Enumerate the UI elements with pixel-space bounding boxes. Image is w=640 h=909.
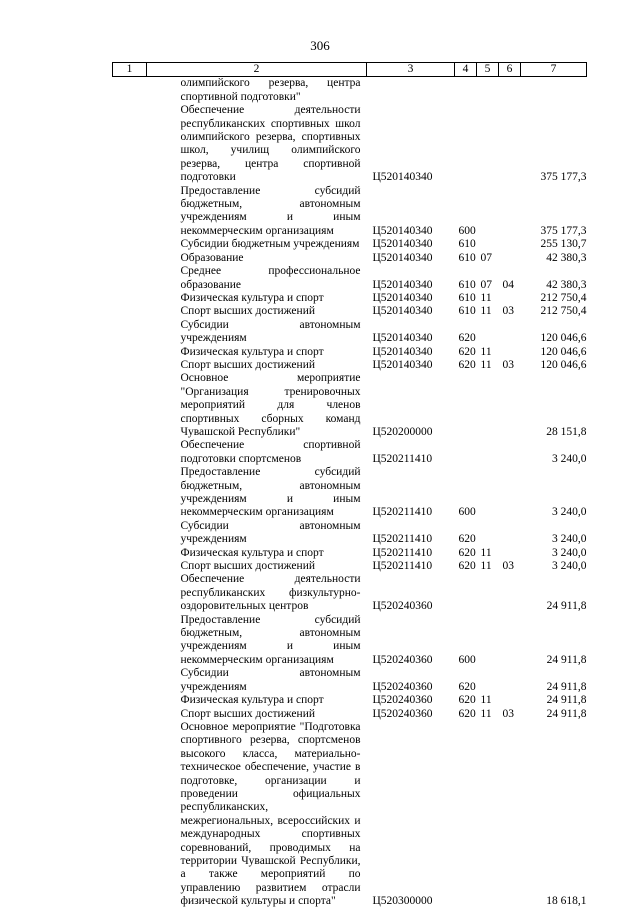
amount-cell: 3 240,0 bbox=[552, 452, 587, 465]
expense-type-cell: 610 bbox=[458, 291, 476, 304]
amount-cell: 42 380,3 bbox=[546, 278, 587, 291]
section-cell bbox=[477, 238, 499, 251]
item-name-cell: Физическая культура и спорт bbox=[180, 694, 324, 707]
section-cell bbox=[477, 104, 499, 184]
target-code-cell bbox=[367, 77, 455, 104]
section-cell bbox=[477, 439, 499, 466]
item-name-cell: Физическая культура и спорт bbox=[180, 546, 324, 559]
subsection-cell bbox=[499, 252, 521, 265]
row-number-cell bbox=[113, 252, 147, 265]
table-body bbox=[113, 77, 587, 909]
table-row bbox=[113, 346, 587, 359]
section-cell bbox=[477, 573, 499, 613]
amount-cell: 42 380,3 bbox=[546, 251, 587, 264]
amount-cell: 24 911,8 bbox=[546, 680, 587, 693]
amount-cell: 120 046,6 bbox=[540, 332, 587, 345]
expense-type-cell: 620 bbox=[458, 345, 476, 358]
table-row bbox=[113, 667, 587, 694]
expense-type-cell: 620 bbox=[458, 546, 476, 559]
amount-cell: 375 177,3 bbox=[540, 171, 587, 184]
item-name-cell: Физическая культура и спорт bbox=[180, 291, 324, 304]
row-number-cell bbox=[113, 372, 147, 439]
expense-type-cell: 610 bbox=[458, 278, 476, 291]
table-row bbox=[113, 439, 587, 466]
amount-cell: 375 177,3 bbox=[540, 224, 587, 237]
amount-cell bbox=[521, 77, 587, 104]
section-cell: 07 bbox=[480, 251, 492, 264]
amount-cell: 3 240,0 bbox=[552, 560, 587, 573]
subsection-cell bbox=[499, 439, 521, 466]
expense-type-cell bbox=[455, 104, 477, 184]
row-number-cell bbox=[113, 185, 147, 239]
header-col-3: 3 bbox=[367, 63, 455, 77]
target-code-cell: Ц520140340 bbox=[372, 224, 433, 237]
target-code-cell: Ц520200000 bbox=[372, 425, 433, 438]
item-name-cell: Спорт высших достижений bbox=[180, 560, 316, 573]
target-code-cell: Ц520240360 bbox=[372, 653, 433, 666]
table-row bbox=[113, 694, 587, 707]
item-name-cell: Физическая культура и спорт bbox=[180, 345, 324, 358]
amount-cell: 120 046,6 bbox=[540, 345, 587, 358]
header-col-7: 7 bbox=[521, 63, 587, 77]
item-name-cell: Субсидии автономным учреждениям bbox=[180, 667, 361, 693]
expense-type-cell: 620 bbox=[458, 560, 476, 573]
target-code-cell: Ц520240360 bbox=[372, 600, 433, 613]
subsection-cell bbox=[499, 520, 521, 547]
amount-cell: 120 046,6 bbox=[540, 358, 587, 371]
section-cell bbox=[477, 185, 499, 239]
header-col-2: 2 bbox=[147, 63, 367, 77]
table-row bbox=[113, 560, 587, 573]
item-name-cell: Обеспечение спортивной подготовки спортсменов bbox=[180, 439, 361, 465]
row-number-cell bbox=[113, 265, 147, 292]
table-row bbox=[113, 238, 587, 251]
section-cell bbox=[477, 77, 499, 104]
row-number-cell bbox=[113, 77, 147, 104]
row-number-cell bbox=[113, 104, 147, 184]
row-number-cell bbox=[113, 708, 147, 721]
row-number-cell bbox=[113, 667, 147, 694]
subsection-cell: 04 bbox=[502, 278, 514, 291]
item-name-cell: Образование bbox=[180, 251, 244, 264]
target-code-cell: Ц520140340 bbox=[372, 305, 433, 318]
subsection-cell bbox=[499, 104, 521, 184]
table-row bbox=[113, 104, 587, 184]
target-code-cell: Ц520240360 bbox=[372, 707, 433, 720]
subsection-cell bbox=[499, 667, 521, 694]
amount-cell: 24 911,8 bbox=[546, 694, 587, 707]
expense-type-cell: 610 bbox=[458, 305, 476, 318]
expense-type-cell: 600 bbox=[458, 224, 476, 237]
table-row bbox=[113, 372, 587, 439]
table-row bbox=[113, 292, 587, 305]
table-row bbox=[113, 265, 587, 292]
subsection-cell bbox=[499, 346, 521, 359]
item-name-cell: Основное мероприятие "Организация тренировочных мероприятий для членов спортивных сборных команд Чувашской Республики" bbox=[180, 372, 361, 438]
item-name-cell: Предоставление субсидий бюджетным, автономным учреждениям и иным некоммерческим организациям bbox=[180, 466, 361, 519]
expense-type-cell: 620 bbox=[458, 533, 476, 546]
table-row bbox=[113, 614, 587, 668]
section-cell bbox=[477, 372, 499, 439]
target-code-cell: Ц520140340 bbox=[372, 345, 433, 358]
table-row bbox=[113, 573, 587, 613]
amount-cell: 28 151,8 bbox=[546, 425, 587, 438]
table-row bbox=[113, 721, 587, 909]
table-row bbox=[113, 520, 587, 547]
amount-cell: 18 618,1 bbox=[546, 895, 587, 908]
target-code-cell: Ц520211410 bbox=[372, 452, 433, 465]
item-name-cell: Предоставление субсидий бюджетным, автономным учреждениям и иным некоммерческим организациям bbox=[180, 184, 361, 237]
subsection-cell bbox=[499, 694, 521, 707]
amount-cell: 255 130,7 bbox=[540, 238, 587, 251]
section-cell bbox=[477, 614, 499, 668]
target-code-cell: Ц520240360 bbox=[372, 694, 433, 707]
subsection-cell bbox=[499, 319, 521, 346]
target-code-cell: Ц520140340 bbox=[372, 251, 433, 264]
table-row bbox=[113, 708, 587, 721]
target-code-cell: Ц520140340 bbox=[372, 278, 433, 291]
subsection-cell bbox=[499, 185, 521, 239]
amount-cell: 3 240,0 bbox=[552, 506, 587, 519]
item-name-cell: Спорт высших достижений bbox=[180, 358, 316, 371]
amount-cell: 3 240,0 bbox=[552, 533, 587, 546]
subsection-cell bbox=[499, 573, 521, 613]
amount-cell: 212 750,4 bbox=[540, 291, 587, 304]
table-row bbox=[113, 77, 587, 104]
item-name-cell: Спорт высших достижений bbox=[180, 305, 316, 318]
header-col-4: 4 bbox=[455, 63, 477, 77]
header-row bbox=[113, 63, 587, 77]
expense-type-cell: 610 bbox=[458, 238, 476, 251]
row-number-cell bbox=[113, 292, 147, 305]
row-number-cell bbox=[113, 238, 147, 251]
row-number-cell bbox=[113, 694, 147, 707]
subsection-cell bbox=[499, 238, 521, 251]
section-cell bbox=[477, 721, 499, 909]
section-cell bbox=[477, 466, 499, 520]
expense-type-cell bbox=[455, 439, 477, 466]
expense-type-cell: 620 bbox=[458, 707, 476, 720]
target-code-cell: Ц520140340 bbox=[372, 238, 433, 251]
row-number-cell bbox=[113, 573, 147, 613]
expense-type-cell bbox=[455, 721, 477, 909]
row-number-cell bbox=[113, 547, 147, 560]
target-code-cell: Ц520140340 bbox=[372, 291, 433, 304]
row-number-cell bbox=[113, 520, 147, 547]
target-code-cell: Ц520140340 bbox=[372, 358, 433, 371]
table-row bbox=[113, 252, 587, 265]
item-name-cell: Основное мероприятие "Подготовка спортивного резерва, спортсменов высокого класса, материально-техническое обеспечение, участие в подготовке, организации и проведении официальных республиканских, межрегиональных, всероссийских и международных спортивных соревнований, проводимых на территории Чувашской Республики, а также мероприятий по управлению развитием отрасли физической культуры и спорта" bbox=[180, 720, 361, 908]
amount-cell: 24 911,8 bbox=[546, 707, 587, 720]
target-code-cell: Ц520211410 bbox=[372, 506, 433, 519]
header-col-6: 6 bbox=[499, 63, 521, 77]
subsection-cell bbox=[499, 77, 521, 104]
expense-type-cell: 620 bbox=[458, 680, 476, 693]
amount-cell: 24 911,8 bbox=[546, 600, 587, 613]
amount-cell: 24 911,8 bbox=[546, 653, 587, 666]
expense-type-cell bbox=[455, 573, 477, 613]
table-row bbox=[113, 359, 587, 372]
table-row bbox=[113, 319, 587, 346]
target-code-cell: Ц520211410 bbox=[372, 533, 433, 546]
target-code-cell: Ц520300000 bbox=[372, 895, 433, 908]
section-cell: 11 bbox=[480, 291, 492, 304]
budget-table bbox=[112, 62, 587, 909]
row-number-cell bbox=[113, 359, 147, 372]
expense-type-cell: 600 bbox=[458, 506, 476, 519]
subsection-cell bbox=[499, 721, 521, 909]
expense-type-cell: 620 bbox=[458, 332, 476, 345]
item-name-cell: Среднее профессиональное образование bbox=[180, 265, 361, 291]
section-cell: 11 bbox=[480, 560, 492, 573]
section-cell: 11 bbox=[480, 358, 492, 371]
expense-type-cell: 610 bbox=[458, 251, 476, 264]
expense-type-cell bbox=[455, 77, 477, 104]
table-row bbox=[113, 185, 587, 239]
row-number-cell bbox=[113, 721, 147, 909]
target-code-cell: Ц520240360 bbox=[372, 680, 433, 693]
row-number-cell bbox=[113, 614, 147, 668]
subsection-cell bbox=[499, 614, 521, 668]
item-name-cell: Предоставление субсидий бюджетным, автономным учреждениям и иным некоммерческим организациям bbox=[180, 613, 361, 666]
section-cell: 11 bbox=[480, 305, 492, 318]
item-name-cell: Обеспечение деятельности республиканских спортивных школ олимпийского резерва, спортивных школ, училищ олимпийского резерва, центра спортивной подготовки bbox=[180, 104, 361, 184]
item-name-cell: Обеспечение деятельности республиканских физкультурно-оздоровительных центров bbox=[180, 573, 361, 613]
page-number: 306 bbox=[310, 38, 330, 53]
item-name-cell: Субсидии бюджетным учреждениям bbox=[180, 238, 360, 251]
subsection-cell: 03 bbox=[502, 560, 514, 573]
section-cell: 11 bbox=[480, 546, 492, 559]
item-name-cell: олимпийского резерва, центра спортивной подготовки" bbox=[180, 77, 361, 103]
row-number-cell bbox=[113, 466, 147, 520]
expense-type-cell: 620 bbox=[458, 358, 476, 371]
subsection-cell: 03 bbox=[502, 305, 514, 318]
section-cell bbox=[477, 319, 499, 346]
subsection-cell bbox=[499, 372, 521, 439]
header-col-1: 1 bbox=[113, 63, 147, 77]
row-number-cell bbox=[113, 560, 147, 573]
subsection-cell: 03 bbox=[502, 707, 514, 720]
table-row bbox=[113, 305, 587, 318]
item-name-cell: Субсидии автономным учреждениям bbox=[180, 318, 361, 345]
row-number-cell bbox=[113, 439, 147, 466]
row-number-cell bbox=[113, 346, 147, 359]
section-cell: 07 bbox=[480, 278, 492, 291]
target-code-cell: Ц520211410 bbox=[372, 560, 433, 573]
target-code-cell: Ц520140340 bbox=[372, 171, 433, 184]
section-cell: 11 bbox=[480, 707, 492, 720]
row-number-cell bbox=[113, 319, 147, 346]
subsection-cell bbox=[499, 466, 521, 520]
item-name-cell: Спорт высших достижений bbox=[180, 707, 316, 720]
target-code-cell: Ц520140340 bbox=[372, 332, 433, 345]
expense-type-cell: 600 bbox=[458, 653, 476, 666]
amount-cell: 3 240,0 bbox=[552, 546, 587, 559]
section-cell: 11 bbox=[480, 694, 492, 707]
row-number-cell bbox=[113, 305, 147, 318]
expense-type-cell bbox=[455, 372, 477, 439]
section-cell bbox=[477, 667, 499, 694]
table-row bbox=[113, 547, 587, 560]
amount-cell: 212 750,4 bbox=[540, 305, 587, 318]
target-code-cell: Ц520211410 bbox=[372, 546, 433, 559]
item-name-cell: Субсидии автономным учреждениям bbox=[180, 519, 361, 546]
subsection-cell bbox=[499, 292, 521, 305]
subsection-cell: 03 bbox=[502, 358, 514, 371]
subsection-cell bbox=[499, 547, 521, 560]
header-col-5: 5 bbox=[477, 63, 499, 77]
section-cell bbox=[477, 520, 499, 547]
section-cell: 11 bbox=[480, 345, 492, 358]
table-row bbox=[113, 466, 587, 520]
expense-type-cell: 620 bbox=[458, 694, 476, 707]
